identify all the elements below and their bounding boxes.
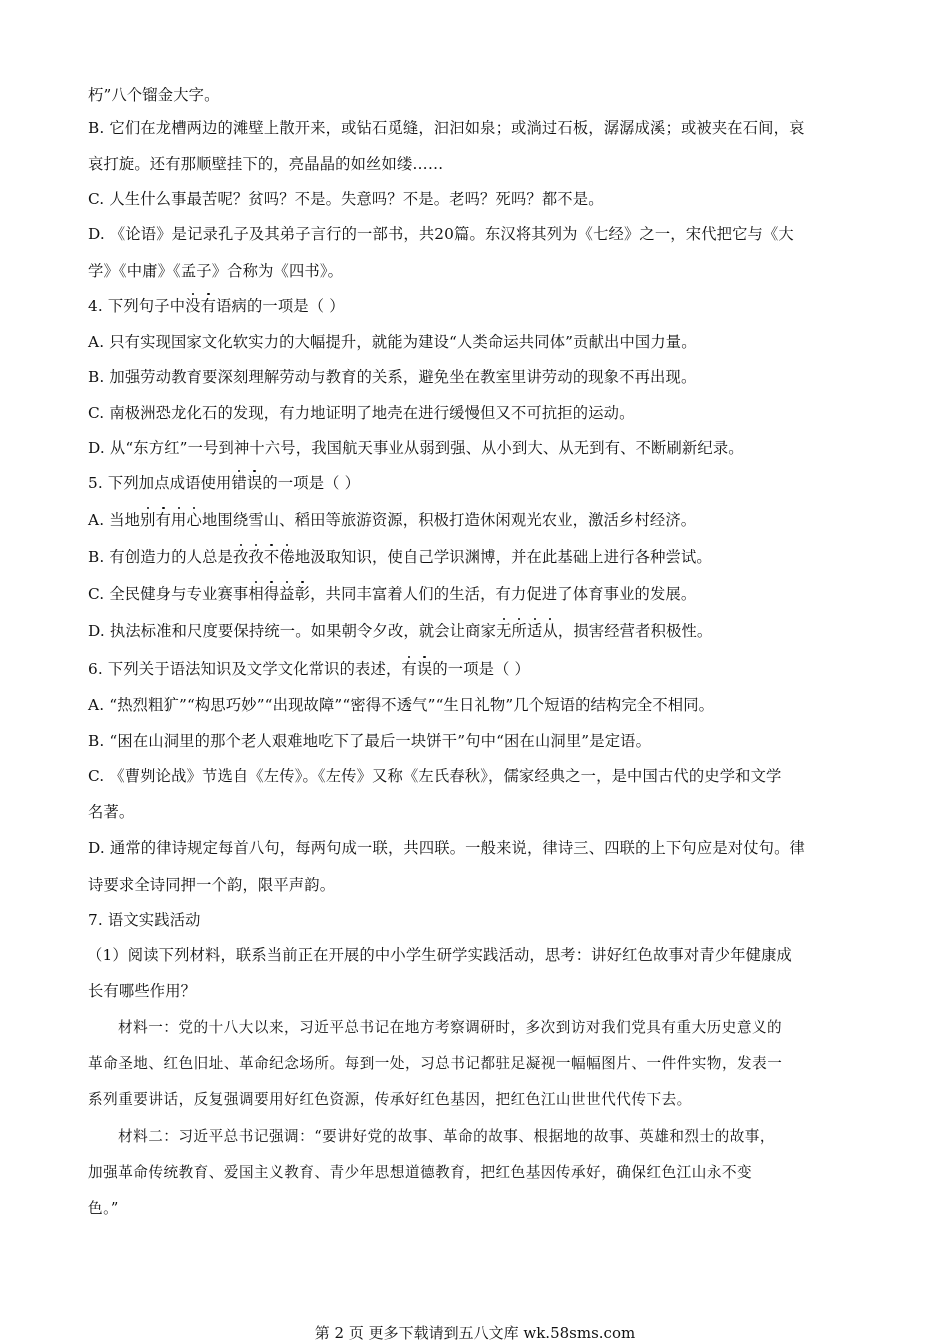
text-line: 长有哪些作用？: [88, 982, 197, 1000]
text-line: A. “热烈粗犷”“构思巧妙”“出现故障”“密得不透气”“生日礼物”几个短语的结构完全不相同。: [88, 696, 715, 714]
question-6-stem: 6. 下列关于语法知识及文学文化常识的表述，有误的一项是（ ）: [88, 660, 531, 678]
text-line: A. 当地别有用心地围绕雪山、稻田等旅游资源，积极打造休闲观光农业，激活乡村经济。: [88, 511, 697, 529]
text-line: 朽”八个镏金大字。: [88, 86, 220, 104]
material-line: 革命圣地、红色旧址、革命纪念场所。每到一处，习总书记都驻足凝视一幅幅图片、一件件实物，发表一: [88, 1055, 783, 1072]
text-line: 诗要求全诗同押一个韵，限平声韵。: [88, 876, 336, 894]
text-line: B. “困在山洞里的那个老人艰难地吃下了最后一块饼干”句中“困在山洞里”是定语。: [88, 732, 652, 750]
text-line: 学》《中庸》《孟子》合称为《四书》。: [88, 262, 344, 280]
dotted-idiom: 孜孜不倦: [233, 548, 295, 566]
text-line: B. 有创造力的人总是孜孜不倦地汲取知识，使自己学识渊博，并在此基础上进行各种尝试。: [88, 548, 712, 566]
dotted-idiom: 别有用心: [140, 511, 202, 529]
material-line: 系列重要讲话，反复强调要用好红色资源，传承好红色基因，把红色江山世世代代传下去。: [88, 1091, 692, 1108]
dotted-idiom: 相得益彰: [248, 585, 311, 603]
text-line: C. 人生什么事最苦呢？贫吗？不是。失意吗？不是。老吗？死吗？都不是。: [88, 190, 604, 208]
material-line: 色。”: [88, 1200, 119, 1217]
question-5-stem: 5. 下列加点成语使用错误的一项是（ ）: [88, 474, 361, 492]
emphasis-word: 有误: [401, 660, 433, 678]
question-7-title: 7. 语文实践活动: [88, 911, 201, 929]
text-line: C. 全民健身与专业赛事相得益彰，共同丰富着人们的生活，有力促进了体育事业的发展。: [88, 585, 697, 603]
text-line: D. 通常的律诗规定每首八句，每两句成一联，共四联。一般来说，律诗三、四联的上下句应是对仗句。律: [88, 839, 806, 857]
text-line: D. 从“东方红”一号到神十六号，我国航天事业从弱到强、从小到大、从无到有、不断刷新纪录。: [88, 439, 744, 457]
text-line: B. 它们在龙槽两边的滩壁上散开来，或钻石觅缝，汩汩如泉；或淌过石板，潺潺成溪；或被夹在石间，哀: [88, 119, 805, 137]
text-line: D. 《论语》是记录孔子及其弟子言行的一部书，共20篇。东汉将其列为《七经》之一，宋代把它与《大: [88, 225, 794, 243]
text-line: B. 加强劳动教育要深刻理解劳动与教育的关系，避免坐在教室里讲劳动的现象不再出现。: [88, 368, 697, 386]
page-footer: 第 2 页 更多下载请到五八文库 wk.58sms.com: [314, 1324, 636, 1342]
material-line: 材料一：党的十八大以来，习近平总书记在地方考察调研时，多次到访对我们党具有重大历史意义的: [118, 1019, 783, 1036]
text-line: 哀打旋。还有那顺壁挂下的，亮晶晶的如丝如缕……: [88, 155, 444, 173]
text-line: D. 执法标准和尺度要保持统一。如果朝令夕改，就会让商家无所适从，损害经营者积极性。: [88, 622, 713, 640]
emphasis-word: 没有: [185, 297, 217, 315]
text-line: （1）阅读下列材料，联系当前正在开展的中小学生研学实践活动，思考：讲好红色故事对青少年健康成: [87, 946, 792, 964]
dotted-idiom: 无所适从: [496, 622, 558, 640]
text-line: 名著。: [88, 803, 135, 821]
text-line: C. 南极洲恐龙化石的发现，有力地证明了地壳在进行缓慢但又不可抗拒的运动。: [88, 404, 635, 422]
text-line: C. 《曹刿论战》节选自《左传》。《左传》又称《左氏春秋》，儒家经典之一，是中国古代的史学和文学: [88, 767, 782, 785]
material-line: 材料二：习近平总书记强调：“要讲好党的故事、革命的故事、根据地的故事、英雄和烈士的故事，: [118, 1128, 775, 1145]
question-4-stem: 4. 下列句子中没有语病的一项是（ ）: [88, 297, 345, 315]
emphasis-word: 错误: [231, 474, 263, 492]
material-line: 加强革命传统教育、爱国主义教育、青少年思想道德教育，把红色基因传承好，确保红色江山永不变: [88, 1164, 753, 1181]
text-line: A. 只有实现国家文化软实力的大幅提升，就能为建设“人类命运共同体”贡献出中国力量。: [88, 333, 697, 351]
